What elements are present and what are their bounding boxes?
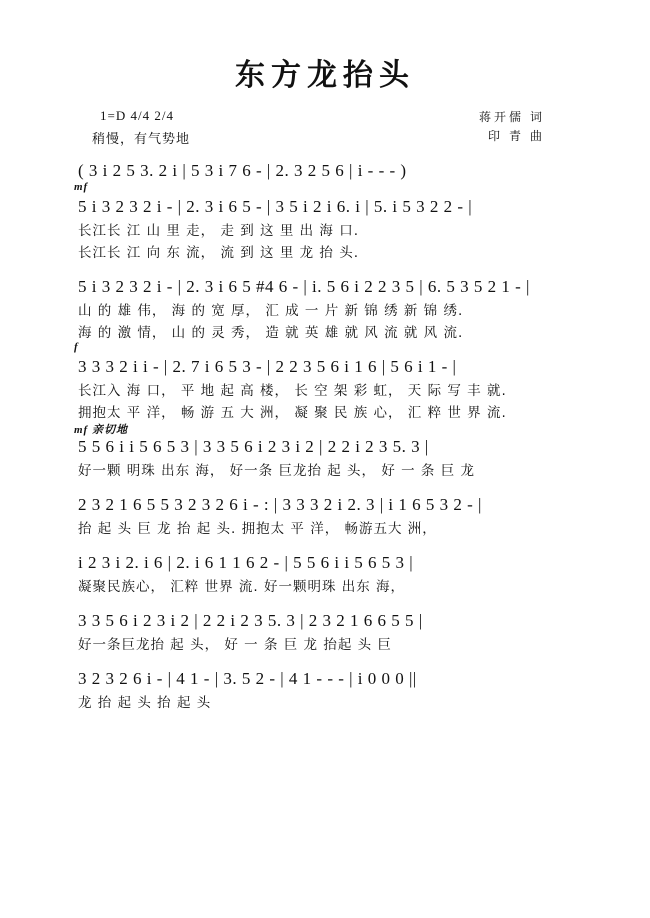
lyric-line: 龙 抬 起 头 抬 起 头 — [78, 695, 212, 711]
lyric-line: 好一条巨龙抬 起 头， 好 一 条 巨 龙 抬起 头 巨 — [78, 637, 392, 653]
dynamic-marking: mf 亲切地 — [74, 424, 128, 436]
music-system — [78, 608, 580, 656]
lyric-line: 长江入 海 口， 平 地 起 高 楼， 长 空 架 彩 虹， 天 际 写 丰 就. — [78, 383, 507, 399]
notation-line: 5 i 3 2 3 2 i - | 2. 3 i 6 5 #4 6 - | i. 5 6 i 2 2 3 5 | 6. 5 3 5 2 1 - | — [78, 277, 530, 296]
notation-line: i 2 3 i 2. i 6 | 2. i 6 1 1 6 2 - | 5 5 6 i i 5 6 5 3 | — [78, 553, 414, 572]
lyric-line: 长江长 江 山 里 走， 走 到 这 里 出 海 口. — [78, 223, 359, 239]
lyric-line: 好一颗 明珠 出东 海， 好一条 巨龙抬 起 头， 好 一 条 巨 龙 — [78, 463, 475, 479]
dynamic-marking: f — [74, 341, 79, 353]
key-signature-line: 1=D 4/4 2/4 — [100, 108, 174, 123]
music-system — [74, 424, 580, 482]
music-system — [78, 550, 580, 598]
lyric-line: 山 的 雄 伟， 海 的 宽 厚， 汇 成 一 片 新 锦 绣 新 锦 绣. — [78, 303, 464, 319]
notation-line: 3 3 5 6 i 2 3 i 2 | 2 2 i 2 3 5. 3 | 2 3 2 1 6 6 5 5 | — [78, 611, 423, 630]
music-systems — [0, 158, 650, 714]
lyric-line: 凝聚民族心， 汇粹 世界 流. 好一颗明珠 出东 海， — [78, 579, 406, 595]
page-title: 东方龙抬头 — [235, 58, 415, 93]
credits-block — [0, 108, 650, 154]
music-system — [74, 341, 580, 424]
music-system — [78, 274, 580, 344]
lyric-line: 抬 起 头 巨 龙 抬 起 头. 拥抱太 平 洋， 畅游五大 洲， — [78, 521, 437, 537]
music-system — [78, 666, 580, 714]
dynamic-marking: mf — [74, 181, 89, 193]
lyric-line: 海 的 激 情， 山 的 灵 秀， 造 就 英 雄 就 风 流 就 风 流. — [78, 325, 464, 341]
composer-credit: 印 青 曲 — [487, 129, 545, 143]
music-system — [78, 492, 580, 540]
music-system — [78, 158, 580, 184]
notation-line: 3 3 3 2 i i - | 2. 7 i 6 5 3 - | 2 2 3 5 6 i 1 6 | 5 6 i 1 - | — [78, 357, 457, 376]
music-system — [74, 181, 580, 264]
lyric-line: 长江长 江 向 东 流， 流 到 这 里 龙 抬 头. — [78, 245, 359, 261]
notation-line: 5 5 6 i i 5 6 5 3 | 3 3 5 6 i 2 3 i 2 | 2 2 i 2 3 5. 3 | — [78, 437, 429, 456]
notation-line: 5 i 3 2 3 2 i - | 2. 3 i 6 5 - | 3 5 i 2 i 6. i | 5. i 5 3 2 2 - | — [78, 197, 473, 216]
tempo-marking: 稍慢，有气势地 — [92, 131, 191, 146]
notation-line: 3 2 3 2 6 i - | 4 1 - | 3. 5 2 - | 4 1 - - - | i 0 0 0 || — [78, 669, 417, 688]
sheet-music-page — [0, 50, 650, 918]
notation-line: ( 3 i 2 5 3. 2 i | 5 3 i 7 6 - | 2. 3 2 5 6 | i - - - ) — [78, 161, 407, 180]
lyric-line: 拥抱太 平 洋， 畅 游 五 大 洲， 凝 聚 民 族 心， 汇 粹 世 界 流. — [78, 405, 507, 421]
notation-line: 2 3 2 1 6 5 5 3 2 3 2 6 i - : | 3 3 3 2 i 2. 3 | i 1 6 5 3 2 - | — [78, 495, 482, 514]
lyricist-credit: 蒋开儒 词 — [478, 110, 545, 124]
